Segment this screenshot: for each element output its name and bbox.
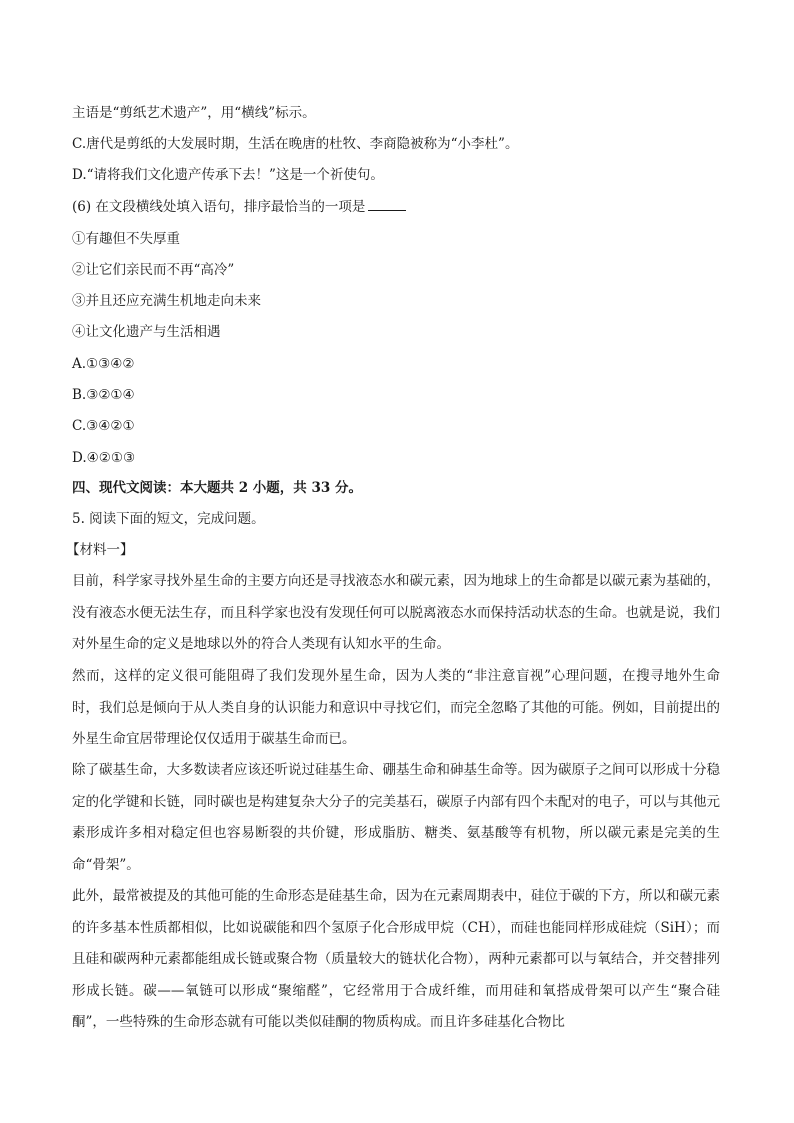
- answer-blank: [368, 198, 406, 211]
- sentence-2: ②让它们亲民而不再“高冷”: [72, 262, 235, 278]
- paragraph-1: 目前，科学家寻找外星生命的主要方向还是寻找液态水和碳元素，因为地球上的生命都是以碳元素为基础的，没有液态水便无法生存，而且科学家也没有发现任何可以脱离液态水而保持活动状态的生命。也就是说，我们对外星生命的定义是地球以外的符合人类现有认知水平的生命。: [72, 573, 720, 652]
- option-c: C.③④②①: [72, 418, 135, 434]
- material-label: 【材料一】: [66, 542, 134, 558]
- section-heading: 四、现代文阅读：本大题共 2 小题，共 33 分。: [72, 480, 362, 496]
- option-b: B.③②①④: [72, 387, 135, 403]
- option-d: D.④②①③: [72, 450, 136, 466]
- paragraph-2: 然而，这样的定义很可能阻碍了我们发现外星生命，因为人类的“非注意盲视”心理问题，在搜寻地外生命时，我们总是倾向于从人类自身的认识能力和意识中寻找它们，而完全忽略了其他的可能。例如，目前提出的外星生命宜居带理论仅仅适用于碳基生命而已。: [72, 668, 720, 747]
- sentence-4: ④让文化遗产与生活相遇: [72, 324, 221, 340]
- sentence-1: ①有趣但不失厚重: [72, 231, 180, 247]
- question-6-text: (6) 在文段横线处填入语句，排序最恰当的一项是: [72, 199, 366, 215]
- text-line: 主语是“剪纸艺术遗产”，用“横线”标示。: [72, 105, 316, 121]
- option-c-line: C.唐代是剪纸的大发展时期，生活在晚唐的杜牧、李商隐被称为“小李杜”。: [72, 136, 519, 152]
- question-6: [72, 197, 732, 217]
- option-a: A.①③④②: [72, 356, 135, 372]
- paragraph-3: 除了碳基生命，大多数读者应该还听说过硅基生命、硼基生命和砷基生命等。因为碳原子之间可以形成十分稳定的化学键和长链，同时碳也是构建复杂大分子的完美基石，碳原子内部有四个未配对的电子，可以与其他元素形成许多相对稳定但也容易断裂的共价键，形成脂肪、糖类、氨基酸等有机物，所以碳元素是完美的生命“骨架”。: [72, 762, 720, 873]
- paragraph-4: 此外，最常被提及的其他可能的生命形态是硅基生命，因为在元素周期表中，硅位于碳的下方，所以和碳元素的许多基本性质都相似，比如说碳能和四个氢原子化合形成甲烷（CH），而硅也能同样形成硅烷（SiH）；而且硅和碳两种元素都能组成长链或聚合物（质量较大的链状化合物），两种元素都可以与氧结合，并交替排列形成长链。碳——氧链可以形成“聚缩醛”，它经常用于合成纤维，而用硅和氧搭成骨架可以产生“聚合硅酮”，一些特殊的生命形态就有可能以类似硅酮的物质构成。而且许多硅基化合物比: [72, 888, 720, 1030]
- sentence-3: ③并且还应充满生机地走向未来: [72, 293, 261, 309]
- option-d-line: D.“请将我们文化遗产传承下去！”这是一个祈使句。: [72, 167, 384, 183]
- question-5: 5. 阅读下面的短文，完成问题。: [72, 511, 265, 527]
